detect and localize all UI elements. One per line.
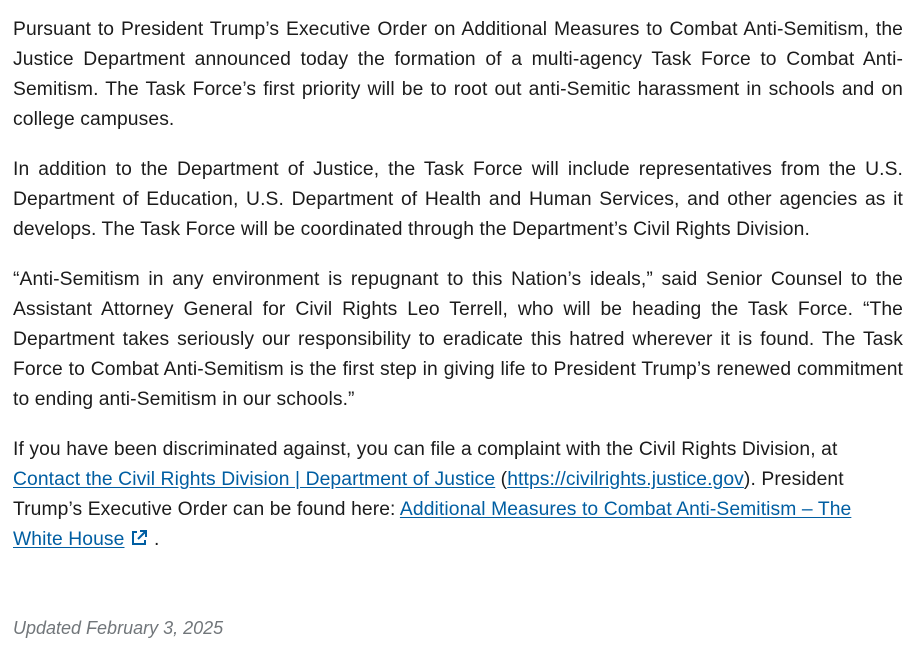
- paragraph-2: In addition to the Department of Justice, the Task Force will include representatives from the U.S. Department of Education, U.S. Department of Health and Human Services, and other agencies as it develops. The Task Force will be coordinated through the Department’s Civil Rights Division.: [13, 159, 903, 240]
- contact-civil-rights-link[interactable]: Contact the Civil Rights Division | Department of Justice: [13, 469, 496, 490]
- paragraph-1: Pursuant to President Trump’s Executive Order on Additional Measures to Combat Anti-Semitism, the Justice Department announced today the formation of a multi-agency Task Force to Combat Anti-Semitism. The Task Force’s first priority will be to root out anti-Semitic harassment in schools and on college campuses.: [13, 19, 903, 130]
- executive-order-link-text: Additional Measures to Combat Anti-Semitism – The White House: [13, 499, 852, 550]
- press-release-body: [13, 15, 903, 575]
- paren-open: (: [495, 469, 508, 490]
- updated-date: Updated February 3, 2025: [13, 618, 224, 638]
- paragraph-3: “Anti-Semitism in any environment is repugnant to this Nation’s ideals,” said Senior Counsel to the Assistant Attorney General for Civil Rights Leo Terrell, who will be heading the Task Force. “The Department takes seriously our responsibility to eradicate this hatred wherever it is found. The Task Force to Combat Anti-Semitism is the first step in giving life to President Trump’s renewed commitment to ending anti-Semitism in our schools.”: [13, 269, 903, 410]
- paragraph-4-text-middle: ). President Trump’s Executive Order can be found here:: [13, 469, 844, 520]
- external-link-icon: [130, 529, 148, 547]
- paragraph-4: [13, 435, 903, 555]
- civilrights-url-link[interactable]: https://civilrights.justice.gov: [507, 469, 744, 490]
- paragraph-4-text-after: .: [148, 529, 160, 550]
- paragraph-4-text-before: If you have been discriminated against, you can file a complaint with the Civil Rights Division, at: [13, 439, 838, 460]
